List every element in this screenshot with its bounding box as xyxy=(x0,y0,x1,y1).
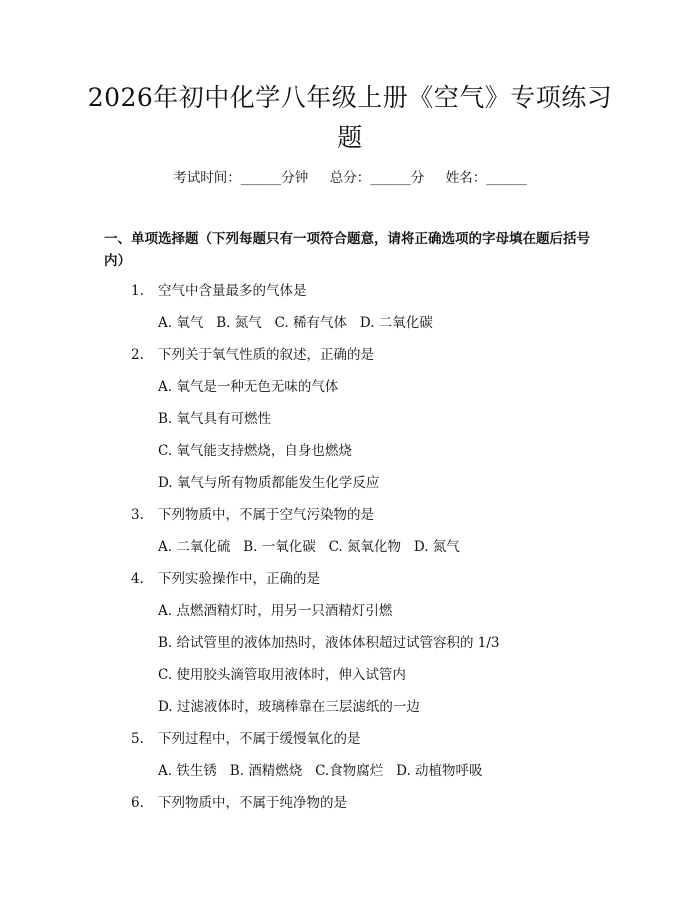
question-number: 1. xyxy=(131,283,144,299)
question-number: 5. xyxy=(131,731,144,747)
exam-info-line: 考试时间：______分钟 总分：______分 姓名：______ xyxy=(173,170,527,186)
question-2-option-b: B. 氧气具有可燃性 xyxy=(158,411,272,427)
question-5-options: A. 铁生锈 B. 酒精燃烧 C.食物腐烂 D. 动植物呼吸 xyxy=(158,763,483,779)
question-text: 下列物质中，不属于纯净物的是 xyxy=(158,795,347,811)
question-3 xyxy=(131,505,374,525)
question-4-option-b: B. 给试管里的液体加热时，液体体积超过试管容积的 1/3 xyxy=(158,635,500,651)
question-4-option-c: C. 使用胶头滴管取用液体时，伸入试管内 xyxy=(158,667,406,683)
page-title: 2026年初中化学八年级上册《空气》专项练习题 xyxy=(87,83,613,152)
question-2-option-c: C. 氧气能支持燃烧，自身也燃烧 xyxy=(158,443,352,459)
question-text: 下列过程中，不属于缓慢氧化的是 xyxy=(158,731,361,747)
question-4 xyxy=(131,569,320,589)
question-text: 下列实验操作中，正确的是 xyxy=(158,571,320,587)
question-5 xyxy=(131,729,361,749)
question-text: 空气中含量最多的气体是 xyxy=(158,283,307,299)
question-number: 6. xyxy=(131,795,144,811)
question-2-option-d: D. 氧气与所有物质都能发生化学反应 xyxy=(158,475,380,491)
question-number: 3. xyxy=(131,507,144,523)
question-1 xyxy=(131,281,307,301)
question-text: 下列物质中，不属于空气污染物的是 xyxy=(158,507,374,523)
question-2 xyxy=(131,345,374,365)
question-2-option-a: A. 氧气是一种无色无味的气体 xyxy=(158,379,339,395)
question-1-options: A. 氧气 B. 氮气 C. 稀有气体 D. 二氧化碳 xyxy=(158,315,433,331)
section-heading: 一、单项选择题（下列每题只有一项符合题意，请将正确选项的字母填在题后括号内） xyxy=(104,231,590,269)
question-4-option-a: A. 点燃酒精灯时，用另一只酒精灯引燃 xyxy=(158,603,393,619)
question-number: 2. xyxy=(131,347,144,363)
question-number: 4. xyxy=(131,571,144,587)
question-4-option-d: D. 过滤液体时，玻璃棒靠在三层滤纸的一边 xyxy=(158,699,420,715)
question-text: 下列关于氧气性质的叙述，正确的是 xyxy=(158,347,374,363)
question-6 xyxy=(131,793,347,813)
question-3-options: A. 二氧化硫 B. 一氧化碳 C. 氮氧化物 D. 氮气 xyxy=(158,539,460,555)
